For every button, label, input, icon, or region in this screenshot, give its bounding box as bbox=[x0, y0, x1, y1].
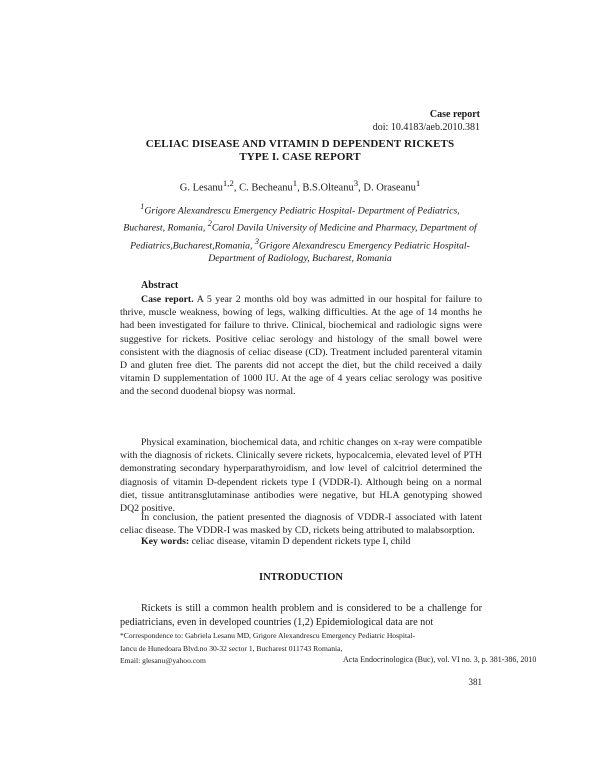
author-name: G. Lesanu bbox=[179, 182, 223, 194]
case-report-label: Case report. bbox=[141, 294, 194, 305]
journal-citation: Acta Endocrinologica (Buc), vol. VI no. 3, p. 381-386, 2010 bbox=[343, 655, 537, 664]
title-line-2: TYPE I. CASE REPORT bbox=[239, 151, 361, 163]
affil-sup: 2 bbox=[207, 219, 212, 229]
affiliation-text: Grigore Alexandrescu Emergency Pediatric Hospital- Department of Radiology, Bucharest, Romania bbox=[208, 239, 470, 264]
page-number: 381 bbox=[468, 677, 482, 687]
abstract-paragraph-2: Physical examination, biochemical data, and rchitic changes on x-ray were compatible with the diagnosis of rickets. Clinically severe rickets, hypocalcemia, elevated level of PTH demonstrating secondary hyperparathyroidism, and low level of calcitriol determined the diagnosis of vitamin D-dependent rickets type I (VDDR-I). Although being on a normal diet, tissue antitransglutaminase antibodies were negative, but HLA genotyping showed DQ2 positive. bbox=[120, 437, 482, 515]
title-line-1: CELIAC DISEASE AND VITAMIN D DEPENDENT RICKETS bbox=[145, 138, 455, 150]
author-name: D. Oraseanu bbox=[363, 182, 416, 194]
author-list: G. Lesanu$^{1,2}$, C. Becheanu$^1$, B.S.Olteanu$^3$, D. Oraseanu$^1$ bbox=[179, 178, 421, 194]
abstract-heading: Abstract bbox=[141, 280, 179, 291]
affiliation-text: Grigore Alexandrescu Emergency Pediatric Hospital- Department of Pediatrics, Bucharest, Romania, bbox=[123, 205, 460, 234]
affiliation-text: Carol Davila University of Medicine and Pharmacy, Department of Pediatrics,Bucharest,Romania, bbox=[130, 222, 477, 251]
article-type-label: Case report bbox=[429, 109, 480, 120]
keywords bbox=[141, 536, 481, 547]
keywords-label: Key words: bbox=[141, 536, 190, 547]
doi-text: doi: 10.4183/aeb.2010.381 bbox=[372, 122, 480, 133]
author-name: C. Becheanu bbox=[239, 182, 293, 194]
keywords-text: celiac disease, vitamin D dependent rickets type I, child bbox=[191, 536, 411, 547]
abstract-paragraph-3: In conclusion, the patient presented the diagnosis of VDDR-I associated with latent celiac disease. The VDDR-I was masked by CD, rickets being attributed to malabsorption. bbox=[120, 512, 482, 537]
abstract-paragraph-1 bbox=[120, 293, 482, 399]
author-affil-sup: 3 bbox=[353, 178, 359, 188]
footnote-line-1: *Correspondence to: Gabriela Lesanu MD, Grigore Alexandrescu Emergency Pediatric Hospital- bbox=[120, 631, 416, 640]
affil-sup: 1 bbox=[140, 202, 145, 211]
footnote-line-2: Iancu de Hunedoara Blvd.no 30-32 sector 1, Bucharest 011743 Romania, bbox=[120, 643, 343, 653]
author-affil-sup: 1 bbox=[415, 178, 421, 188]
abstract-text: A 5 year 2 months old boy was admitted in our hospital for failure to thrive, muscle weakness, bowing of legs, walking difficulties. At the age of 14 months he had been investigated for failure to thrive. Clinical, biochemical and radiologic signs were suggestive for rickets. Positive celiac serology and histology of the small bowel were consistent with the diagnosis of celiac disease (CD). Treatment included parenteral vitamin D and gluten free diet. The parents did not accept the diet, but the child received a daily vitamin D supplementation of 1000 IU. At the age of 4 years celiac serology was positive and the second duodenal biopsy was normal. bbox=[120, 294, 482, 398]
paper-title bbox=[120, 138, 480, 164]
author-affil-sup: 1,2 bbox=[222, 178, 234, 188]
affiliations bbox=[120, 200, 480, 265]
introduction-heading: INTRODUCTION bbox=[258, 572, 343, 583]
affil-sup: 3 bbox=[254, 236, 259, 246]
author-affil-sup: 1 bbox=[292, 178, 298, 188]
introduction-paragraph: Rickets is still a common health problem and is considered to be a challenge for pediatricians, even in developed countries (1,2) Epidemiological data are not bbox=[120, 603, 482, 628]
author-name: B.S.Olteanu bbox=[302, 182, 354, 194]
footnote-line-3: Email: glesanu@yahoo.com bbox=[120, 656, 206, 665]
